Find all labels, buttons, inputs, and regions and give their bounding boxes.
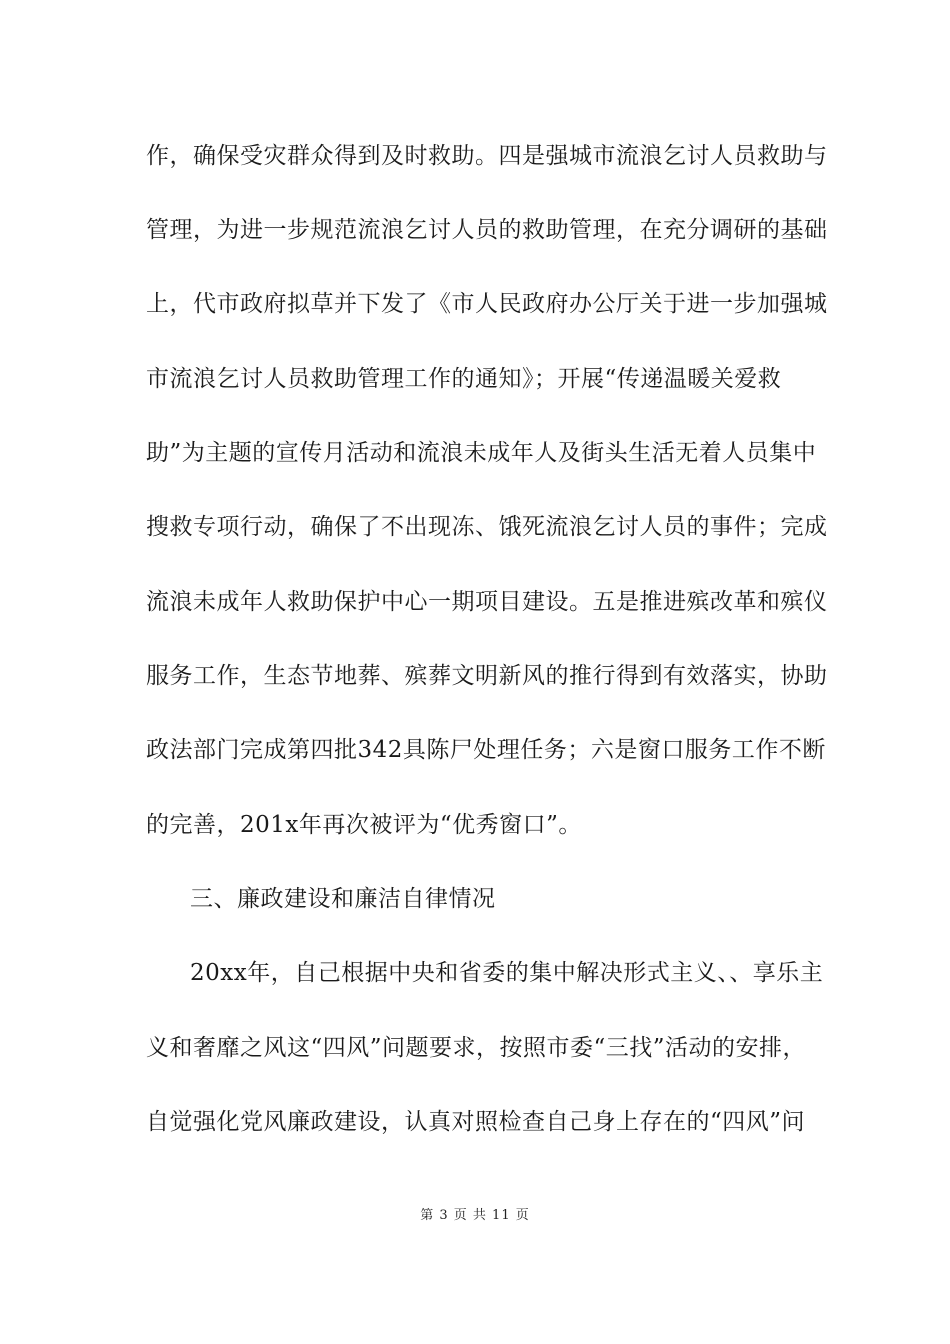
body-line: 助”为主题的宣传月活动和流浪未成年人及街头生活无着人员集中	[146, 440, 817, 466]
page-number-footer: 第 3 页 共 11 页	[420, 1208, 530, 1223]
body-line: 自觉强化党风廉政建设，认真对照检查自己身上存在的“四风”问	[146, 1109, 806, 1135]
body-line: 作，确保受灾群众得到及时救助。四是强城市流浪乞讨人员救助与	[146, 143, 828, 169]
body-line: 搜救专项行动，确保了不出现冻、饿死流浪乞讨人员的事件；完成	[146, 514, 828, 540]
body-line: 管理，为进一步规范流浪乞讨人员的救助管理，在充分调研的基础	[146, 217, 828, 243]
body-line: 服务工作，生态节地葬、殡葬文明新风的推行得到有效落实，协助	[146, 663, 828, 689]
body-line: 市流浪乞讨人员救助管理工作的通知》；开展“传递温暖关爱救	[146, 366, 782, 392]
body-line: 的完善，201x年再次被评为“优秀窗口”。	[146, 812, 582, 838]
section-heading: 三、廉政建设和廉洁自律情况	[190, 886, 496, 912]
body-line: 义和奢靡之风这“四风”问题要求，按照市委“三找”活动的安排，	[146, 1035, 807, 1061]
body-line: 流浪未成年人救助保护中心一期项目建设。五是推进殡改革和殡仪	[146, 589, 828, 615]
paragraph-first-line: 20xx年，自己根据中央和省委的集中解决形式主义、、享乐主	[190, 960, 824, 986]
body-line: 政法部门完成第四批342具陈尸处理任务；六是窗口服务工作不断	[146, 737, 826, 763]
body-line: 上，代市政府拟草并下发了《市人民政府办公厅关于进一步加强城	[146, 291, 828, 317]
